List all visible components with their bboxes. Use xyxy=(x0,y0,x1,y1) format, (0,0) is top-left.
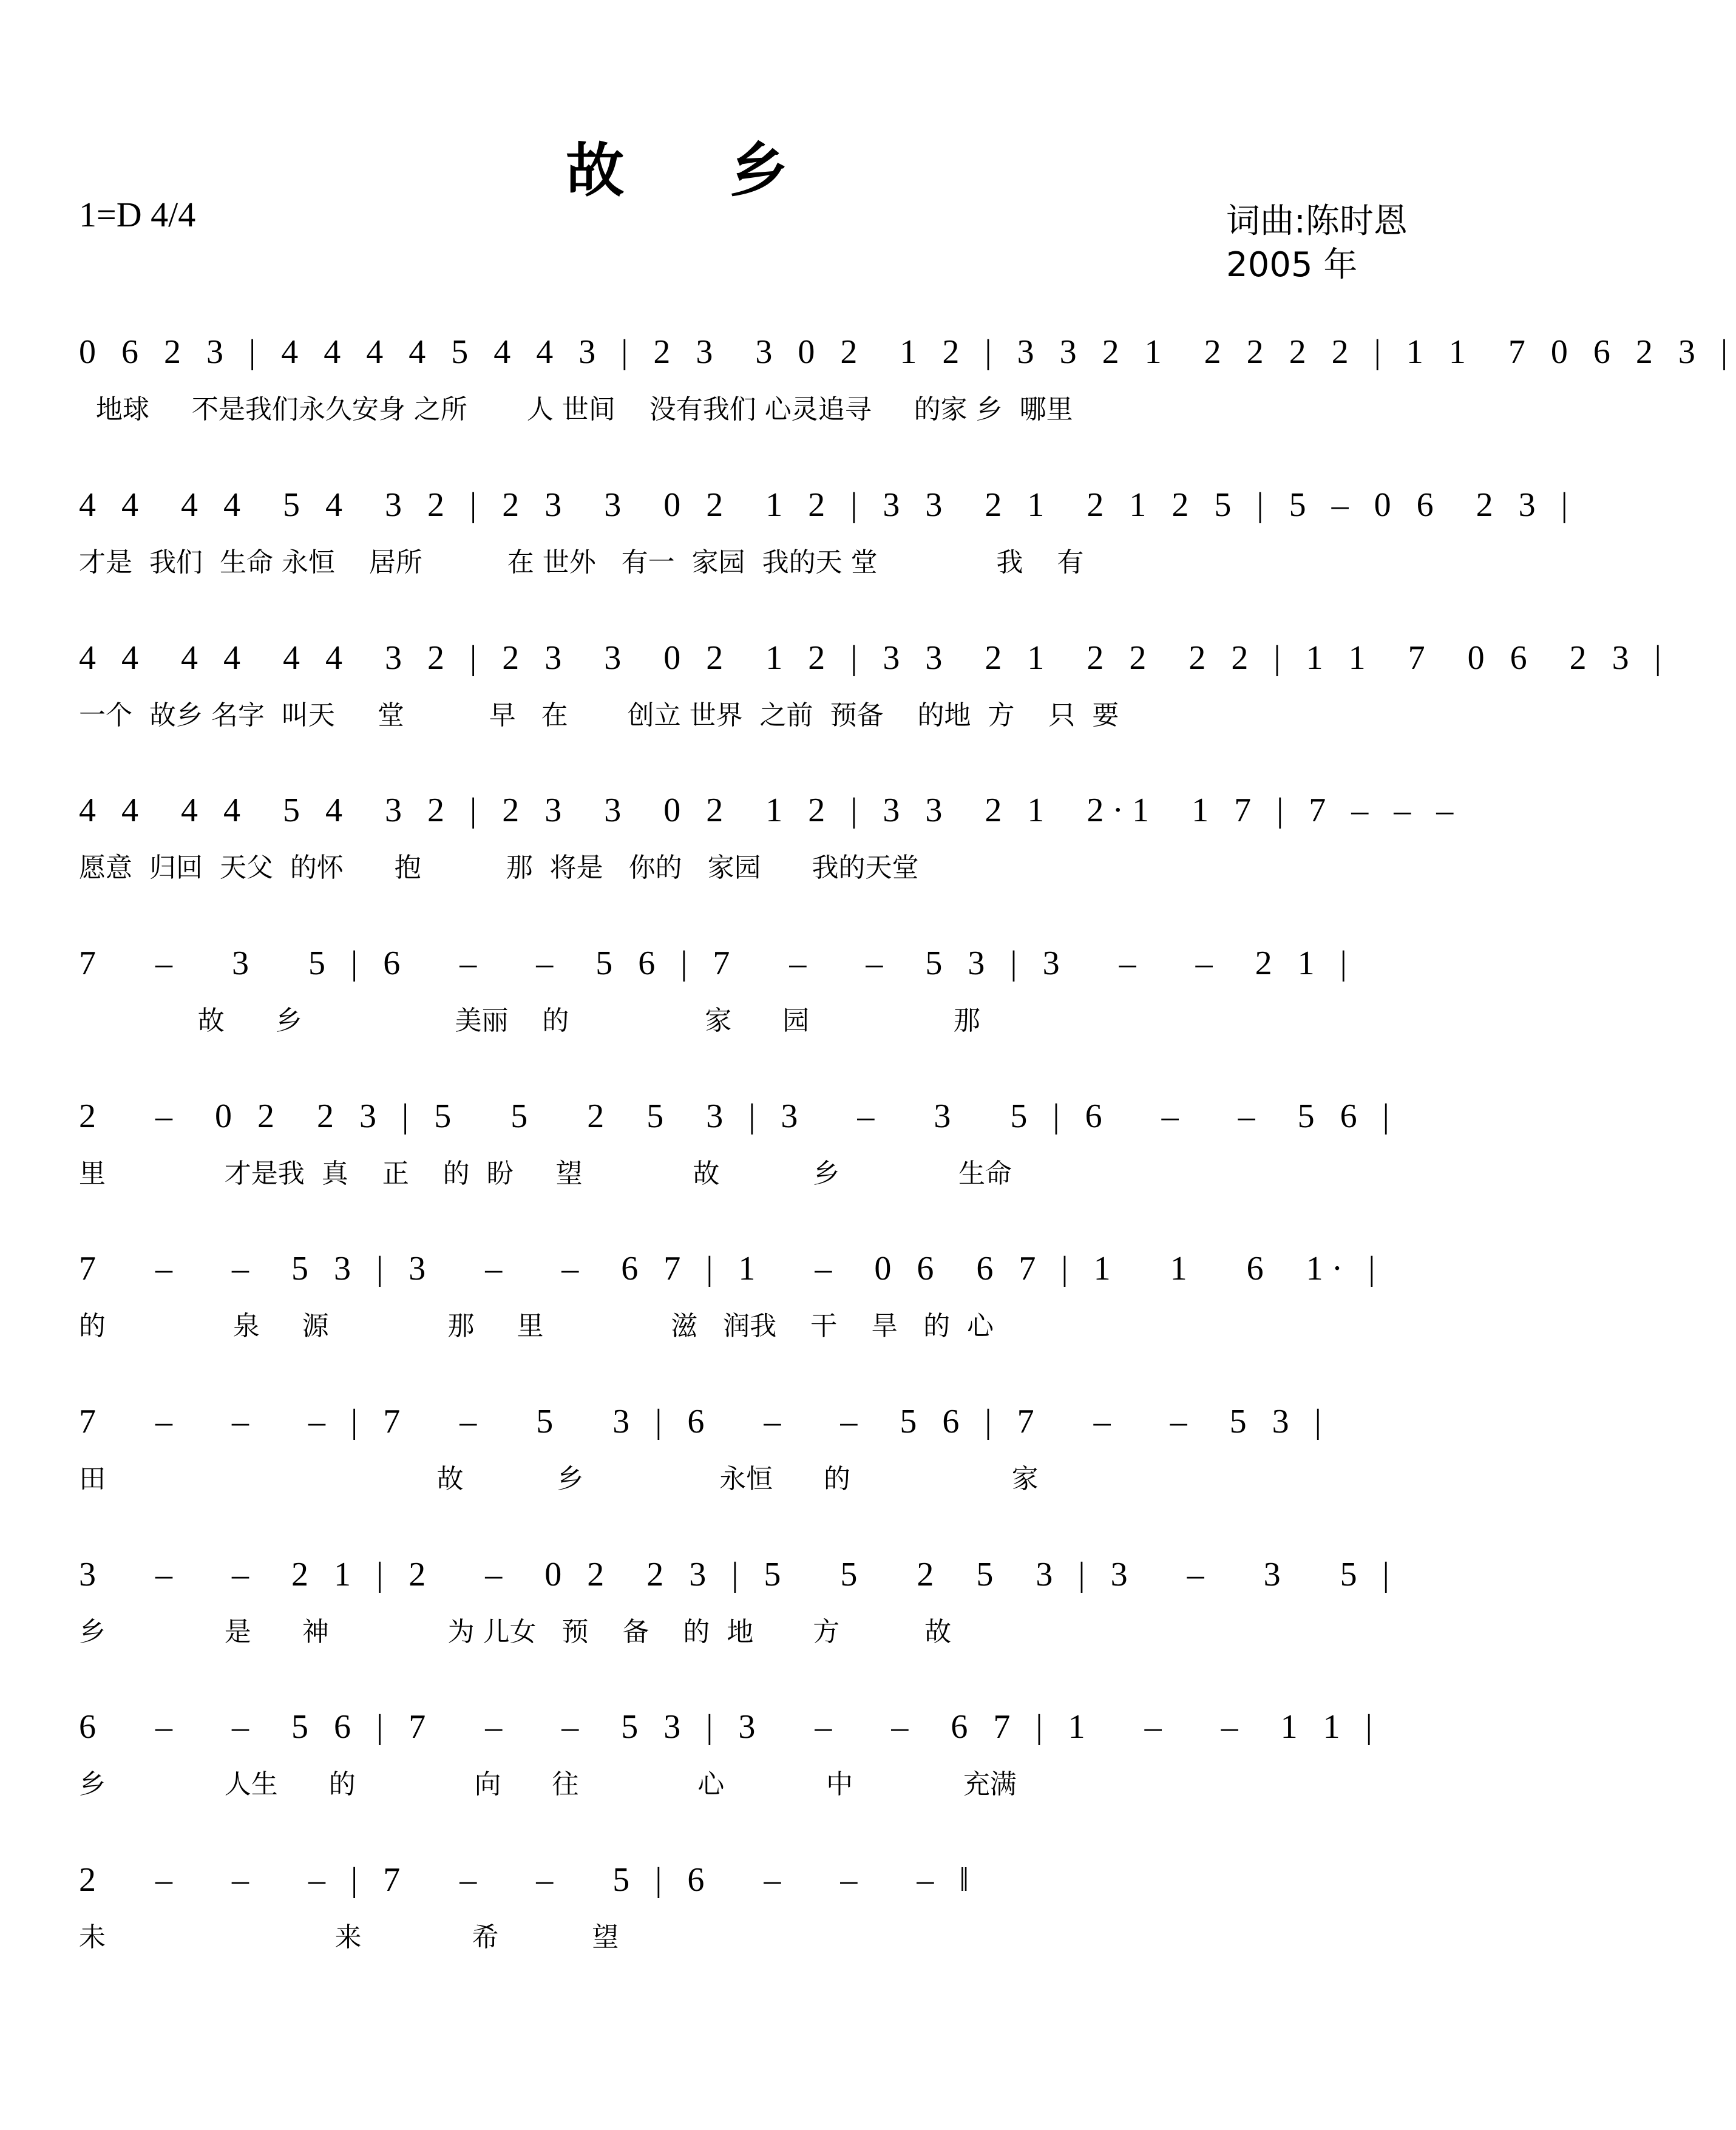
lyrics-line-2: 才是 我们 生命 永恒 居所 在 世外 有一 家园 我的天 堂 我 有 xyxy=(79,547,1084,578)
notes-line-8: 7 – – – | 7 – 5 3 | 6 – – 5 6 | 7 – – 5 3 | xyxy=(79,1403,1330,1440)
score-line-7 xyxy=(0,1247,1506,1393)
score-line-1 xyxy=(0,331,1736,477)
notes-line-1: 0 6 2 3 | 4 4 4 4 5 4 4 3 | 2 3 3 0 2 1 2 | 3 3 2 1 2 2 2 2 | 1 1 7 0 6 2 3 | xyxy=(79,333,1736,371)
key-time-signature: 1=D 4/4 xyxy=(79,195,196,234)
score-line-6 xyxy=(0,1095,1506,1241)
composition-year: 2005 年 xyxy=(1226,245,1358,285)
song-title: 故 乡 xyxy=(566,137,830,205)
score-line-9 xyxy=(0,1553,1506,1699)
lyrics-line-5: 故 乡 美丽 的 家 园 那 xyxy=(79,1005,980,1036)
notes-line-7: 7 – – 5 3 | 3 – – 6 7 | 1 – 0 6 6 7 | 1 1 6 1· | xyxy=(79,1250,1384,1287)
lyrics-line-6: 里 才是我 真 正 的 盼 望 故 乡 生命 xyxy=(79,1158,1012,1189)
lyrics-line-7: 的 泉 源 那 里 滋 润我 干 旱 的 心 xyxy=(79,1311,994,1341)
score-line-8 xyxy=(0,1400,1506,1546)
lyrics-line-11: 未 来 希 望 xyxy=(79,1922,619,1953)
lyrics-line-3: 一个 故乡 名字 叫天 堂 早 在 创立 世界 之前 预备 的地 方 只 要 xyxy=(79,700,1119,731)
notes-line-4: 4 4 4 4 5 4 3 2 | 2 3 3 0 2 1 2 | 3 3 2 1 2·1 1 7 | 7 – – – xyxy=(79,792,1479,829)
score-line-2 xyxy=(0,484,1576,629)
notes-line-3: 4 4 4 4 4 4 3 2 | 2 3 3 0 2 1 2 | 3 3 2 1 2 2 2 2 | 1 1 7 0 6 2 3 | xyxy=(79,639,1670,677)
lyrics-line-4: 愿意 归回 天父 的怀 抱 那 将是 你的 家园 我的天堂 xyxy=(79,852,919,883)
notes-line-5: 7 – 3 5 | 6 – – 5 6 | 7 – – 5 3 | 3 – – 2 1 | xyxy=(79,945,1355,982)
lyrics-line-8: 田 故 乡 永恒 的 家 xyxy=(79,1464,1039,1494)
composer-credit: 词曲:陈时恩 xyxy=(1226,202,1408,241)
score-line-10 xyxy=(0,1706,1506,1851)
notes-line-9: 3 – – 2 1 | 2 – 0 2 2 3 | 5 5 2 5 3 | 3 – 3 5 | xyxy=(79,1556,1398,1593)
score-line-11 xyxy=(0,1859,1506,2004)
score-line-5 xyxy=(0,942,1506,1088)
lyrics-line-10: 乡 人生 的 向 往 心 中 充满 xyxy=(79,1769,1017,1800)
lyrics-line-9: 乡 是 神 为 儿女 预 备 的 地 方 故 xyxy=(79,1616,952,1647)
notes-line-2: 4 4 4 4 5 4 3 2 | 2 3 3 0 2 1 2 | 3 3 2 1 2 1 2 5 | 5 – 0 6 2 3 | xyxy=(79,486,1576,524)
score-line-4 xyxy=(0,789,1506,935)
score-line-3 xyxy=(0,637,1670,782)
lyrics-line-1: 地球 不是我们永久安身 之所 人 世间 没有我们 心灵追寻 的家 乡 哪里 xyxy=(79,394,1073,425)
notes-line-11: 2 – – – | 7 – – 5 | 6 – – – ‖ xyxy=(79,1861,978,1899)
notes-line-6: 2 – 0 2 2 3 | 5 5 2 5 3 | 3 – 3 5 | 6 – – 5 6 | xyxy=(79,1097,1398,1135)
notes-line-10: 6 – – 5 6 | 7 – – 5 3 | 3 – – 6 7 | 1 – – 1 1 | xyxy=(79,1708,1381,1746)
